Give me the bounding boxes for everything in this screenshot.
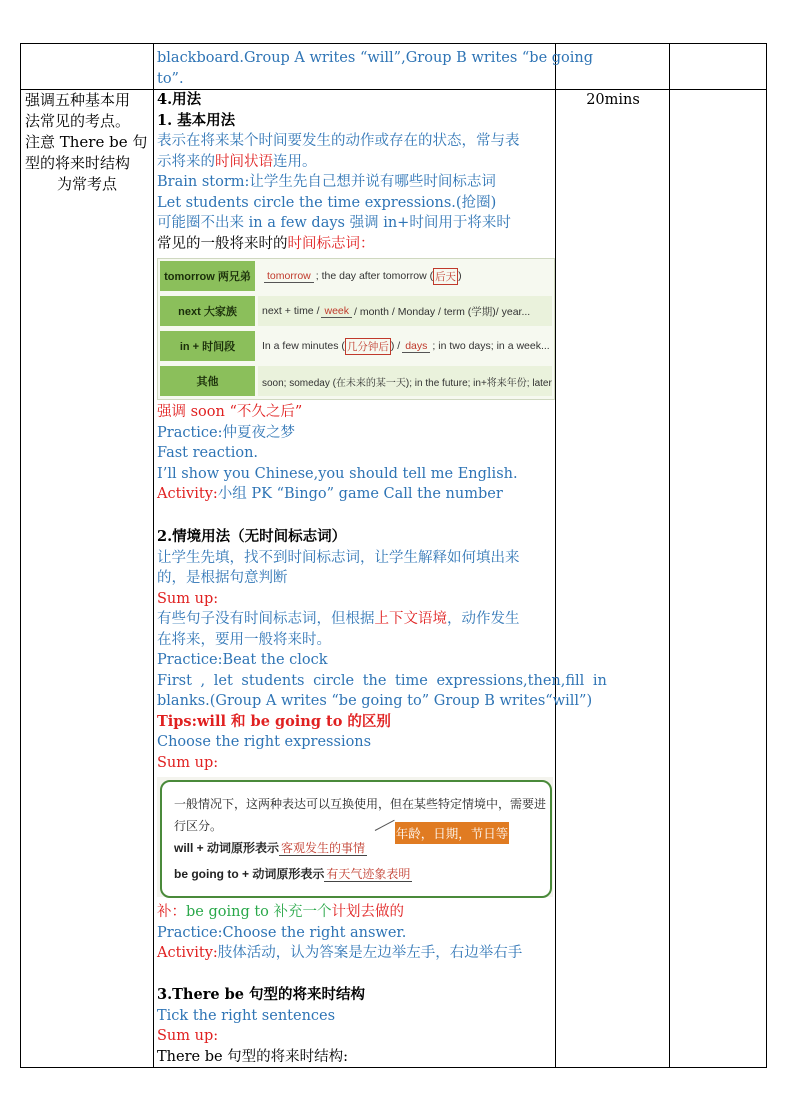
te-fill-tomorrow: tomorrow bbox=[264, 270, 314, 283]
table-divider-3 bbox=[669, 43, 670, 1068]
activity-label-2: Activity: bbox=[157, 945, 218, 961]
te-label-next: next 大家族 bbox=[160, 296, 255, 326]
activity-body-line bbox=[157, 943, 553, 964]
connector-line bbox=[375, 820, 395, 831]
def-text-c: 连用。 bbox=[273, 153, 317, 170]
te-text: next + time / bbox=[262, 305, 320, 317]
te-text: / month / Monday / term (学期)/ year... bbox=[354, 305, 531, 318]
will-highlight: 客观发生的事情 bbox=[281, 841, 366, 855]
te-body-in bbox=[258, 331, 552, 361]
structure-line: There be 句型的将来时结构: bbox=[157, 1048, 349, 1065]
sumup-label-2: Sum up: bbox=[157, 754, 219, 771]
top-row-line-1: blackboard.Group A writes “will”,Group B writes “be going bbox=[157, 50, 594, 66]
te-row-next bbox=[158, 294, 554, 328]
time-cell bbox=[556, 90, 670, 111]
te-body-next bbox=[258, 296, 552, 326]
table-divider-1 bbox=[153, 43, 154, 1068]
basic-usage-title: 1. 基本用法 bbox=[157, 111, 236, 129]
practice-line: Practice:仲夏夜之梦 bbox=[157, 424, 296, 441]
te-body-other: soon; someday (在未来的某一天); in the future; in+将来年份; later bbox=[258, 366, 552, 396]
supp-c: 补充一个 bbox=[268, 904, 332, 920]
table-border-right bbox=[766, 43, 767, 1068]
time-expressions-table bbox=[157, 258, 555, 400]
sumup-label-3: Sum up: bbox=[157, 1028, 219, 1044]
will-vs-going-to-box bbox=[157, 777, 553, 897]
section-3-title: 3.There be 句型的将来时结构 bbox=[157, 986, 366, 1003]
section-2-title: 2.情境用法（无时间标志词） bbox=[157, 528, 347, 545]
te-text: ; in two days; in a week... bbox=[432, 340, 550, 352]
choose-line: Choose the right expressions bbox=[157, 734, 372, 750]
after-box-content bbox=[157, 902, 553, 964]
section-4-title: 4.用法 bbox=[157, 91, 202, 108]
orange-tag: 年龄，日期，节日等 bbox=[395, 822, 509, 844]
practice-choose: Practice:Choose the right answer. bbox=[157, 924, 407, 941]
definition-line-2 bbox=[157, 152, 553, 173]
time-value: 20mins bbox=[586, 92, 640, 108]
sumup-line-1 bbox=[157, 609, 553, 630]
activity-line bbox=[157, 484, 553, 505]
sumup-label: Sum up: bbox=[157, 590, 219, 607]
supp-label: 补： bbox=[157, 904, 186, 920]
going-text: be going to + 动词原形表示 bbox=[174, 867, 325, 881]
compare-going-line bbox=[174, 864, 412, 884]
te-row-in bbox=[158, 329, 554, 363]
sum-text-a: 有些句子没有时间标志词，但根据 bbox=[157, 611, 375, 627]
top-row-content bbox=[157, 48, 594, 89]
compare-line-2: 行区分。 bbox=[174, 819, 223, 833]
objective-cell bbox=[25, 90, 149, 195]
te-fill-week: week bbox=[321, 305, 352, 318]
top-row-line-2: to”. bbox=[157, 70, 184, 87]
table-border-left bbox=[20, 43, 21, 1068]
circle-line: Let students circle the time expressions.(抢圈) bbox=[157, 194, 497, 211]
soon-line: 强调 soon “不久之后” bbox=[157, 404, 303, 420]
table-divider-2 bbox=[555, 43, 556, 1068]
te-row-tomorrow bbox=[158, 259, 554, 293]
compare-will-line bbox=[174, 838, 367, 858]
will-text: will + 动词原形表示 bbox=[174, 841, 280, 855]
note-line: 可能圈不出来 in a few days 强调 in+时间用于将来时 bbox=[157, 215, 511, 231]
te-body-tomorrow bbox=[258, 261, 552, 291]
te-text: ) bbox=[458, 270, 462, 282]
first-line-2: blanks.(Group A writes “be going to” Group B writes“will”) bbox=[157, 693, 593, 709]
def-highlight: 时间状语 bbox=[215, 153, 273, 170]
te-row-other bbox=[158, 364, 554, 398]
objective-line-5: 为常考点 bbox=[56, 175, 117, 193]
practice-beat-clock: Practice:Beat the clock bbox=[157, 652, 328, 668]
first-line-1: First , let students circle the time expressions,then,fill in bbox=[157, 672, 607, 689]
section-4 bbox=[157, 90, 553, 254]
te-text: ; the day after tomorrow ( bbox=[315, 270, 434, 282]
fill-line-2: 的，是根据句意判断 bbox=[157, 570, 288, 586]
fill-line-1: 让学生先填，找不到时间标志词，让学生解释如何填出来 bbox=[157, 549, 520, 566]
show-line: I’ll show you Chinese,you should tell me English. bbox=[157, 465, 518, 482]
section-2 bbox=[157, 527, 607, 773]
te-text: In a few minutes ( bbox=[262, 340, 345, 352]
table-border-bottom bbox=[20, 1067, 767, 1068]
tips-line: Tips:will 和 be going to 的区别 bbox=[157, 712, 391, 730]
te-text: ) / bbox=[390, 340, 401, 352]
table-border-top bbox=[20, 43, 767, 44]
compare-box-inner bbox=[160, 780, 552, 898]
activity-text: 小组 PK “Bingo” game Call the number bbox=[217, 486, 503, 502]
tick-line: Tick the right sentences bbox=[157, 1007, 336, 1024]
te-label-tomorrow: tomorrow 两兄弟 bbox=[160, 261, 255, 291]
supp-b: be going to bbox=[186, 904, 269, 920]
brainstorm-line: Brain storm:让学生先自己想并说有哪些时间标志词 bbox=[157, 174, 496, 190]
supplement-line bbox=[157, 902, 553, 923]
def-text-a: 示将来的 bbox=[157, 153, 215, 170]
objective-line-3: 注意 There be 句 bbox=[25, 133, 148, 151]
te-label-other: 其他 bbox=[160, 366, 255, 396]
te-label-in: in + 时间段 bbox=[160, 331, 255, 361]
common-line bbox=[157, 234, 553, 255]
activity-label: Activity: bbox=[157, 486, 218, 502]
objective-line-2: 法常见的考点。 bbox=[25, 112, 131, 130]
section-3 bbox=[157, 985, 553, 1067]
activity-text-2: 肢体活动，认为答案是左边举左手，右边举右手 bbox=[217, 945, 523, 961]
after-table-content bbox=[157, 402, 553, 505]
objective-line-4: 型的将来时结构 bbox=[25, 154, 131, 172]
common-highlight: 时间标志词： bbox=[287, 235, 375, 252]
te-box-minutes: 几分钟后 bbox=[345, 338, 391, 355]
fast-reaction-line: Fast reaction. bbox=[157, 445, 259, 461]
te-box-houtian: 后天 bbox=[433, 268, 458, 285]
objective-line-1: 强调五种基本用 bbox=[25, 91, 131, 109]
sumup-line-2: 在将来，要用一般将来时。 bbox=[157, 631, 331, 648]
supp-d: 计划去做的 bbox=[331, 904, 405, 920]
sum-highlight: 上下文语境 bbox=[374, 611, 447, 627]
common-text: 常见的一般将来时的 bbox=[157, 235, 288, 252]
compare-line-1: 一般情况下，这两种表达可以互换使用，但在某些特定情境中，需要进 bbox=[174, 797, 547, 811]
definition-line-1: 表示在将来某个时间要发生的动作或存在的状态，常与表 bbox=[157, 133, 520, 149]
te-fill-days: days bbox=[402, 340, 430, 353]
going-highlight: 有天气迹象表明 bbox=[326, 867, 411, 881]
sum-text-c: ，动作发生 bbox=[447, 611, 520, 627]
